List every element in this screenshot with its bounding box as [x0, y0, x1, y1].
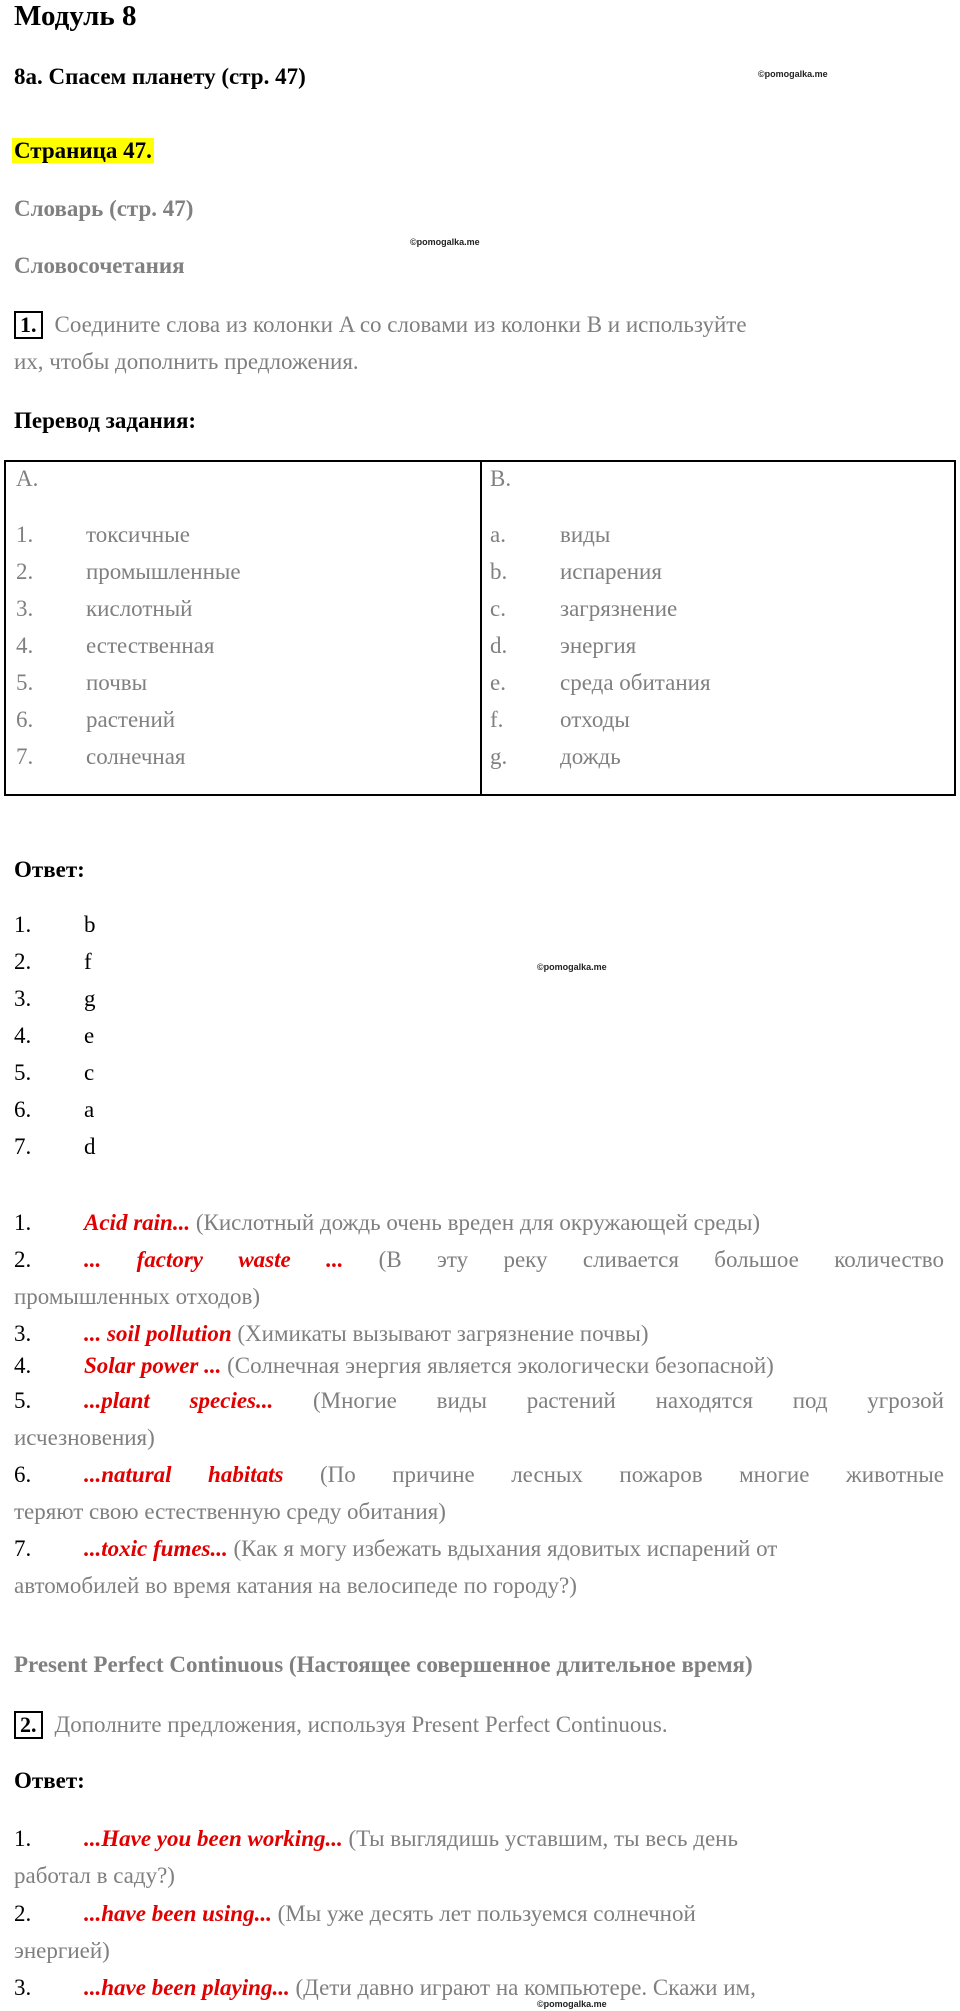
table-row: f. отходы: [490, 707, 630, 732]
task2-line: [14, 1711, 668, 1739]
table-row: g. дождь: [490, 744, 621, 769]
col-b-header: B.: [490, 466, 512, 491]
list-item: 2. f: [14, 949, 92, 974]
watermark: ©pomogalka.me: [410, 237, 480, 247]
sentence-item: 1. Acid rain... (Кислотный дождь очень вреден для окружающей среды): [14, 1210, 761, 1235]
lesson-title: 8a. Спасем планету (стр. 47): [14, 64, 306, 89]
watermark: ©pomogalka.me: [537, 1999, 607, 2009]
table-row: 2. промышленные: [16, 559, 241, 584]
sentence-item: 6. ...natural habitats (По причине лесных пожаров многие животные теряют свою естественную среду обитания): [14, 1462, 944, 1524]
page-label: [12, 138, 154, 164]
table-divider: [480, 462, 482, 794]
collocations-heading: Словосочетания: [14, 253, 185, 278]
module-title: Модуль 8: [14, 0, 137, 32]
table-row: b. испарения: [490, 559, 662, 584]
answer2-item: 1. ...Have you been working... (Ты выглядишь уставшим, ты весь день работал в саду?): [14, 1826, 738, 1888]
sentence-item: 3. ... soil pollution (Химикаты вызывают загрязнение почвы): [14, 1321, 649, 1346]
watermark: ©pomogalka.me: [537, 962, 607, 972]
table-row: 6. растений: [16, 707, 176, 732]
table-row: 4. естественная: [16, 633, 215, 658]
task1-line1: [14, 311, 747, 339]
list-item: 3. g: [14, 986, 96, 1011]
task1-text-line1: Соедините слова из колонки A со словами из колонки B и используйте: [54, 312, 747, 337]
sentence-item: 4. Solar power ... (Солнечная энергия является экологически безопасной): [14, 1353, 774, 1378]
page-label-text: Страница 47.: [14, 138, 152, 163]
sentence-item: 5. ...plant species... (Многие виды растений находятся под угрозой исчезновения): [14, 1388, 944, 1450]
task2-number: 2.: [14, 1711, 43, 1739]
table-row: c. загрязнение: [490, 596, 678, 621]
list-item: 7. d: [14, 1134, 96, 1159]
task2-text: Дополните предложения, используя Present Perfect Continuous.: [54, 1712, 668, 1737]
translation-heading: Перевод задания:: [14, 408, 197, 433]
answer2-item: 2. ...have been using... (Мы уже десять лет пользуемся солнечной энергией): [14, 1901, 696, 1963]
watermark: ©pomogalka.me: [758, 69, 828, 79]
table-row: e. среда обитания: [490, 670, 711, 695]
task1-number: 1.: [14, 311, 43, 339]
list-item: 4. e: [14, 1023, 95, 1048]
answer-heading-2: Ответ:: [14, 1768, 85, 1793]
list-item: 5. c: [14, 1060, 95, 1085]
answer2-item: 3. ...have been playing... (Дети давно играют на компьютере. Скажи им,: [14, 1975, 756, 2000]
sentence-item: 7. ...toxic fumes... (Как я могу избежать вдыхания ядовитых испарений от автомобилей во время катания на велосипеде по городу?): [14, 1536, 778, 1598]
table-row: 5. почвы: [16, 670, 148, 695]
table-row: d. энергия: [490, 633, 637, 658]
list-item: 6. a: [14, 1097, 95, 1122]
ppc-heading: Present Perfect Continuous (Настоящее совершенное длительное время): [14, 1652, 753, 1677]
vocab-heading: Словарь (стр. 47): [14, 196, 194, 221]
table-row: 1. токсичные: [16, 522, 190, 547]
list-item: 1. b: [14, 912, 96, 937]
sentence-item: 2. ... factory waste ... (В эту реку сливается большое количество промышленных отходов): [14, 1247, 944, 1309]
task1-text-line2: их, чтобы дополнить предложения.: [14, 349, 359, 374]
answer-heading: Ответ:: [14, 857, 85, 882]
table-row: 7. солнечная: [16, 744, 186, 769]
table-row: a. виды: [490, 522, 611, 547]
col-a-header: A.: [16, 466, 39, 491]
match-table: [4, 460, 956, 796]
table-row: 3. кислотный: [16, 596, 193, 621]
